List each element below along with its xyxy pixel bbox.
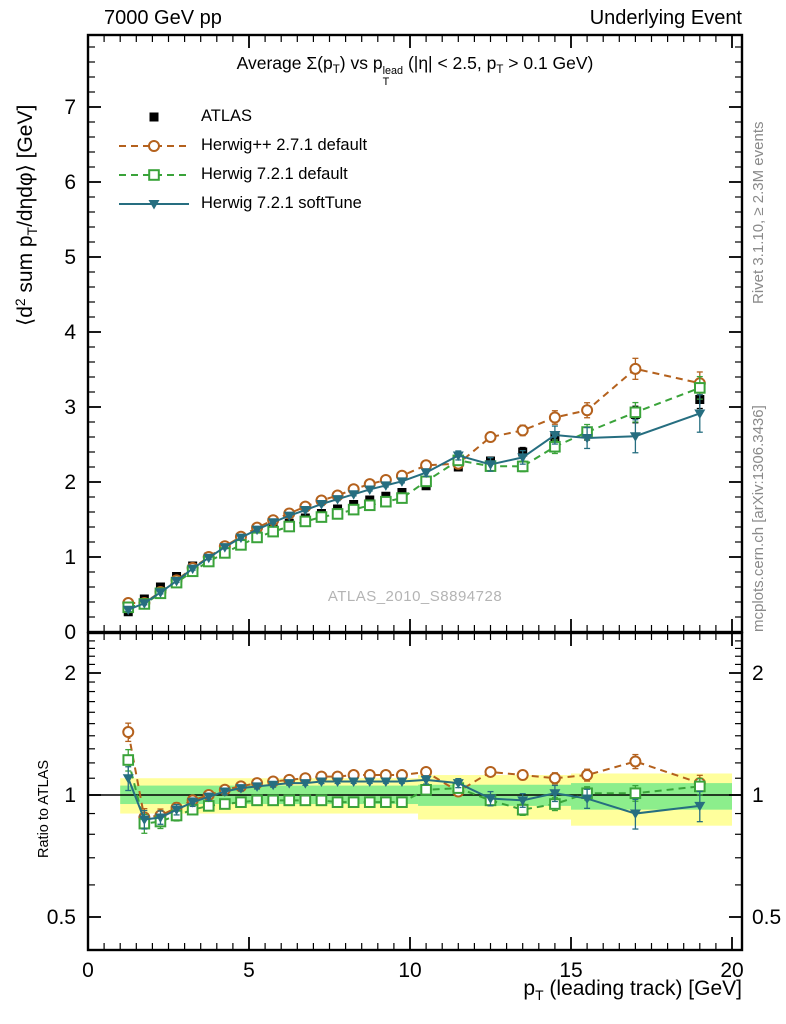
svg-text:1: 1 bbox=[64, 546, 76, 569]
mcplots-reference-note: mcplots.cern.ch [arXiv:1306.3436] bbox=[750, 405, 767, 632]
svg-text:0: 0 bbox=[82, 959, 94, 982]
svg-text:1: 1 bbox=[64, 784, 76, 807]
legend-label: ATLAS bbox=[201, 107, 253, 125]
series-main-herwig-7-2-1-default bbox=[123, 377, 704, 612]
series-main-atlas bbox=[124, 391, 705, 617]
svg-text:0.5: 0.5 bbox=[46, 906, 76, 929]
svg-text:2: 2 bbox=[752, 662, 764, 685]
plot-title: Average $\Sigma(p_T)$ vs p lead T (|η| < 2.5, $p_T > 0.1$ GeV) bbox=[236, 53, 594, 89]
legend-label: Herwig++ 2.7.1 default bbox=[201, 136, 368, 154]
analysis-id-watermark: ATLAS_2010_S8894728 bbox=[327, 588, 503, 605]
svg-text:6: 6 bbox=[64, 171, 76, 194]
svg-text:3: 3 bbox=[64, 396, 76, 419]
herwigpp-marker-icon bbox=[116, 136, 192, 156]
svg-text:4: 4 bbox=[64, 321, 76, 344]
atlas-marker-icon bbox=[116, 107, 192, 127]
series-main-herwig-2-7-1-default bbox=[123, 358, 705, 608]
rivet-version-note: Rivet 3.1.10, ≥ 2.3M events bbox=[750, 121, 767, 304]
analysis-group-label: Underlying Event bbox=[589, 7, 742, 29]
legend-item-herwigpp-default bbox=[116, 131, 367, 160]
svg-text:20: 20 bbox=[720, 959, 744, 982]
svg-text:2: 2 bbox=[64, 662, 76, 685]
svg-text:7: 7 bbox=[64, 96, 76, 119]
series-main-herwig-7-2-1-softtune bbox=[123, 395, 706, 616]
legend-label: Herwig 7.2.1 default bbox=[201, 165, 348, 183]
herwig7-default-marker-icon bbox=[116, 165, 192, 185]
beam-info-label: 7000 GeV pp bbox=[104, 7, 222, 29]
ratio-y-axis-title: Ratio to ATLAS bbox=[36, 759, 52, 858]
legend-item-herwig7-default bbox=[116, 160, 367, 189]
svg-text:0: 0 bbox=[64, 621, 76, 644]
main-y-axis-title: $⟨d^2$ sum $p_T/d\eta d\varphi⟩$ [GeV] bbox=[12, 104, 41, 326]
herwig7-softtune-marker-icon bbox=[116, 194, 192, 214]
svg-text:10: 10 bbox=[398, 959, 422, 982]
svg-text:2: 2 bbox=[64, 471, 76, 494]
svg-text:5: 5 bbox=[64, 246, 76, 269]
tick-labels bbox=[47, 96, 781, 982]
legend-item-herwig7-softtune bbox=[116, 189, 367, 218]
x-axis-title: $p_T$ (leading track) [GeV] bbox=[523, 977, 742, 1004]
legend-item-atlas bbox=[116, 102, 367, 131]
svg-text:1: 1 bbox=[752, 784, 764, 807]
svg-text:0.5: 0.5 bbox=[752, 906, 782, 929]
legend-label: Herwig 7.2.1 softTune bbox=[201, 194, 362, 212]
svg-text:5: 5 bbox=[243, 959, 255, 982]
svg-text:15: 15 bbox=[559, 959, 583, 982]
legend bbox=[116, 102, 367, 218]
